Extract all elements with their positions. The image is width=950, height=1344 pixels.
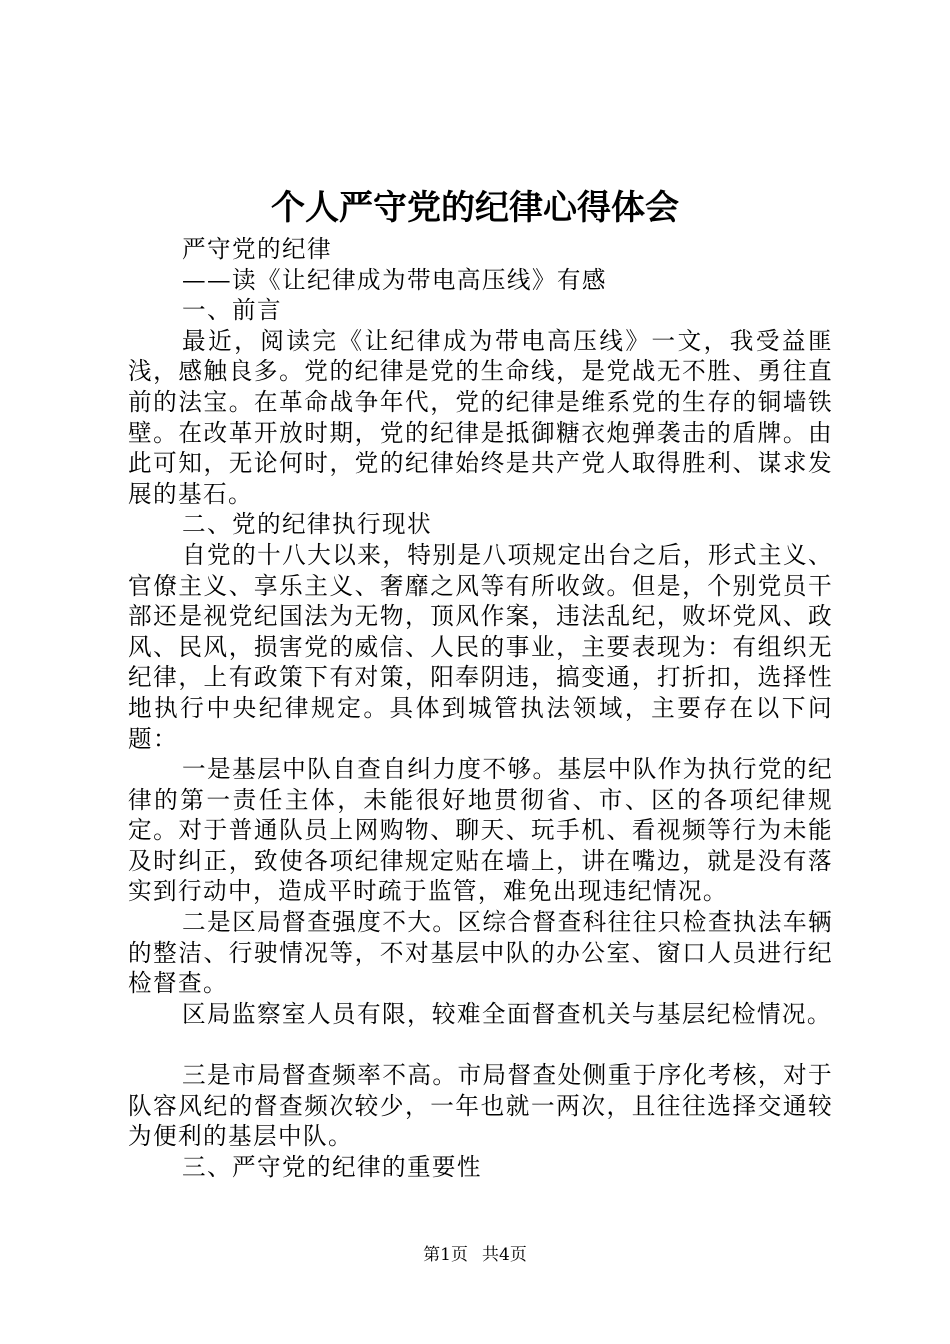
body-paragraph: 区局监察室人员有限，较难全面督查机关与基层纪检情况。: [182, 999, 832, 1028]
body-paragraph: 最近，阅读完《让纪律成为带电高压线》一文，我受益匪浅，感触良多。党的纪律是党的生命线，是党战无不胜、勇往直前的法宝。在革命战争年代，党的纪律是维系党的生存的铜墙铁壁。在改革开放时期，党的纪律是抵御糖衣炮弹袭击的盾牌。由此可知，无论何时，党的纪律始终是共产党人取得胜利、谋求发展的基石。: [128, 326, 833, 508]
body-paragraph: 二是区局督查强度不大。区综合督查科往往只检查执法车辆的整洁、行驶情况等，不对基层中队的办公室、窗口人员进行纪检督查。: [128, 908, 833, 998]
body-paragraph: 一是基层中队自查自纠力度不够。基层中队作为执行党的纪律的第一责任主体，未能很好地贯彻省、市、区的各项纪律规定。对于普通队员上网购物、聊天、玩手机、看视频等行为未能及时纠正，致使各项纪律规定贴在墙上，讲在嘴边，就是没有落实到行动中，造成平时疏于监管，难免出现违纪情况。: [128, 755, 833, 906]
section-heading-status: 二、党的纪律执行现状: [182, 510, 432, 539]
body-paragraph: 三是市局督查频率不高。市局督查处侧重于序化考核，对于队容风纪的督查频次较少，一年也就一两次，且往往选择交通较为便利的基层中队。: [128, 1061, 833, 1151]
document-title: 个人严守党的纪律心得体会: [271, 188, 679, 228]
subtitle-paragraph: 严守党的纪律: [182, 235, 332, 263]
page-footer: [0, 1243, 950, 1267]
document-body: [128, 234, 833, 1182]
section-heading-preface: 一、前言: [182, 296, 282, 325]
page-number-total: 共4页: [482, 1245, 527, 1265]
page-number-current: 第1页: [423, 1245, 468, 1265]
section-heading-importance: 三、严守党的纪律的重要性: [182, 1152, 482, 1181]
body-paragraph: 自党的十八大以来，特别是八项规定出台之后，形式主义、官僚主义、享乐主义、奢靡之风等有所收敛。但是，个别党员干部还是视党纪国法为无物，顶风作案，违法乱纪，败坏党风、政风、民风，损害党的威信、人民的事业，主要表现为：有组织无纪律，上有政策下有对策，阳奉阴违，搞变通，打折扣，选择性地执行中央纪律规定。具体到城管执法领域，主要存在以下问题：: [128, 540, 833, 753]
subtitle-source-paragraph: ——读《让纪律成为带电高压线》有感: [182, 265, 607, 294]
